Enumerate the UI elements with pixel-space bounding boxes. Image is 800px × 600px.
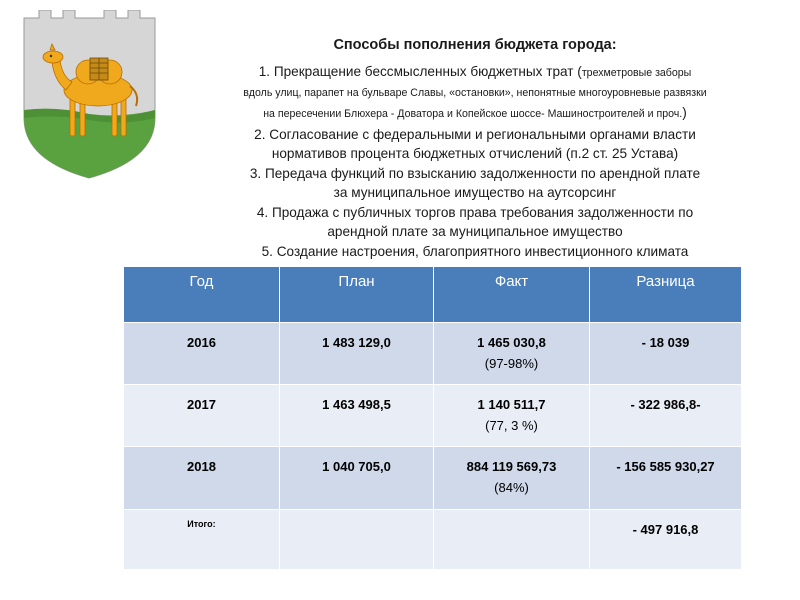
fact-percent: (84%) xyxy=(494,480,529,495)
table-row xyxy=(124,447,742,510)
fact-percent: (77, 3 %) xyxy=(485,418,538,433)
list-item-3-line-2: за муниципальное имущество на аутсорсинг xyxy=(333,185,617,200)
cell-difference: - 18 039 xyxy=(590,323,742,385)
item-1-note-line-2: на пересечении Блюхера - Доватора и Копейское шоссе- Машиностроителей и проч. xyxy=(263,108,683,120)
cell-empty xyxy=(280,510,434,570)
list-item-4-line-2: арендной плате за муниципальное имущество xyxy=(327,224,623,239)
list-item-1 xyxy=(160,62,790,84)
cell-fact xyxy=(434,447,590,510)
header-plan: План xyxy=(280,267,434,323)
table-header-row xyxy=(124,267,742,323)
list-item-2-line-1: 2. Согласование с федеральными и региональными органами власти xyxy=(254,126,696,142)
list-item-3-line-1: 3. Передача функций по взысканию задолженности по арендной плате xyxy=(249,165,701,181)
header-year: Год xyxy=(124,267,280,323)
item-1-note-line-2-wrap xyxy=(160,103,790,125)
fact-value: 884 119 569,73 xyxy=(466,459,557,474)
cell-difference: - 322 986,8- xyxy=(590,385,742,447)
cell-total-label: Итого: xyxy=(124,510,280,570)
cell-total-difference: - 497 916,8 xyxy=(590,510,742,570)
cell-difference: - 156 585 930,27 xyxy=(590,447,742,510)
cell-empty xyxy=(434,510,590,570)
cell-year: 2017 xyxy=(124,385,280,447)
page-title: Способы пополнения бюджета города: xyxy=(333,37,617,53)
fact-value: 1 140 511,7 xyxy=(477,397,546,412)
table-row xyxy=(124,385,742,447)
fact-value: 1 465 030,8 xyxy=(477,335,546,350)
header-difference: Разница xyxy=(590,267,742,323)
cell-fact xyxy=(434,385,590,447)
cell-plan: 1 040 705,0 xyxy=(280,447,434,510)
chelyabinsk-camel-coat-of-arms-icon xyxy=(22,10,157,180)
list-item-2-line-2: нормативов процента бюджетных отчислений (п.2 ст. 25 Устава) xyxy=(271,146,679,161)
item-1-small: трехметровые заборы xyxy=(581,67,692,79)
cell-fact xyxy=(434,323,590,385)
cell-plan: 1 483 129,0 xyxy=(280,323,434,385)
table-row xyxy=(124,323,742,385)
fact-percent: (97-98%) xyxy=(484,356,539,371)
cell-plan: 1 463 498,5 xyxy=(280,385,434,447)
list-item-5-line-1: 5. Создание настроения, благоприятного инвестиционного климата xyxy=(261,243,689,259)
header-fact: Факт xyxy=(434,267,590,323)
cell-year: 2016 xyxy=(124,323,280,385)
item-1-main: 1. Прекращение бессмысленных бюджетных трат ( xyxy=(258,64,582,79)
text-block xyxy=(160,36,790,261)
budget-table xyxy=(123,266,742,570)
item-1-close: ) xyxy=(682,105,687,120)
item-1-note-line-1: вдоль улиц, парапет на бульваре Славы, «остановки», непонятные многоуровневые развязки xyxy=(243,86,707,99)
table-total-row xyxy=(124,510,742,570)
cell-year: 2018 xyxy=(124,447,280,510)
list-item-4-line-1: 4. Продажа с публичных торгов права требования задолженности по xyxy=(256,204,694,220)
